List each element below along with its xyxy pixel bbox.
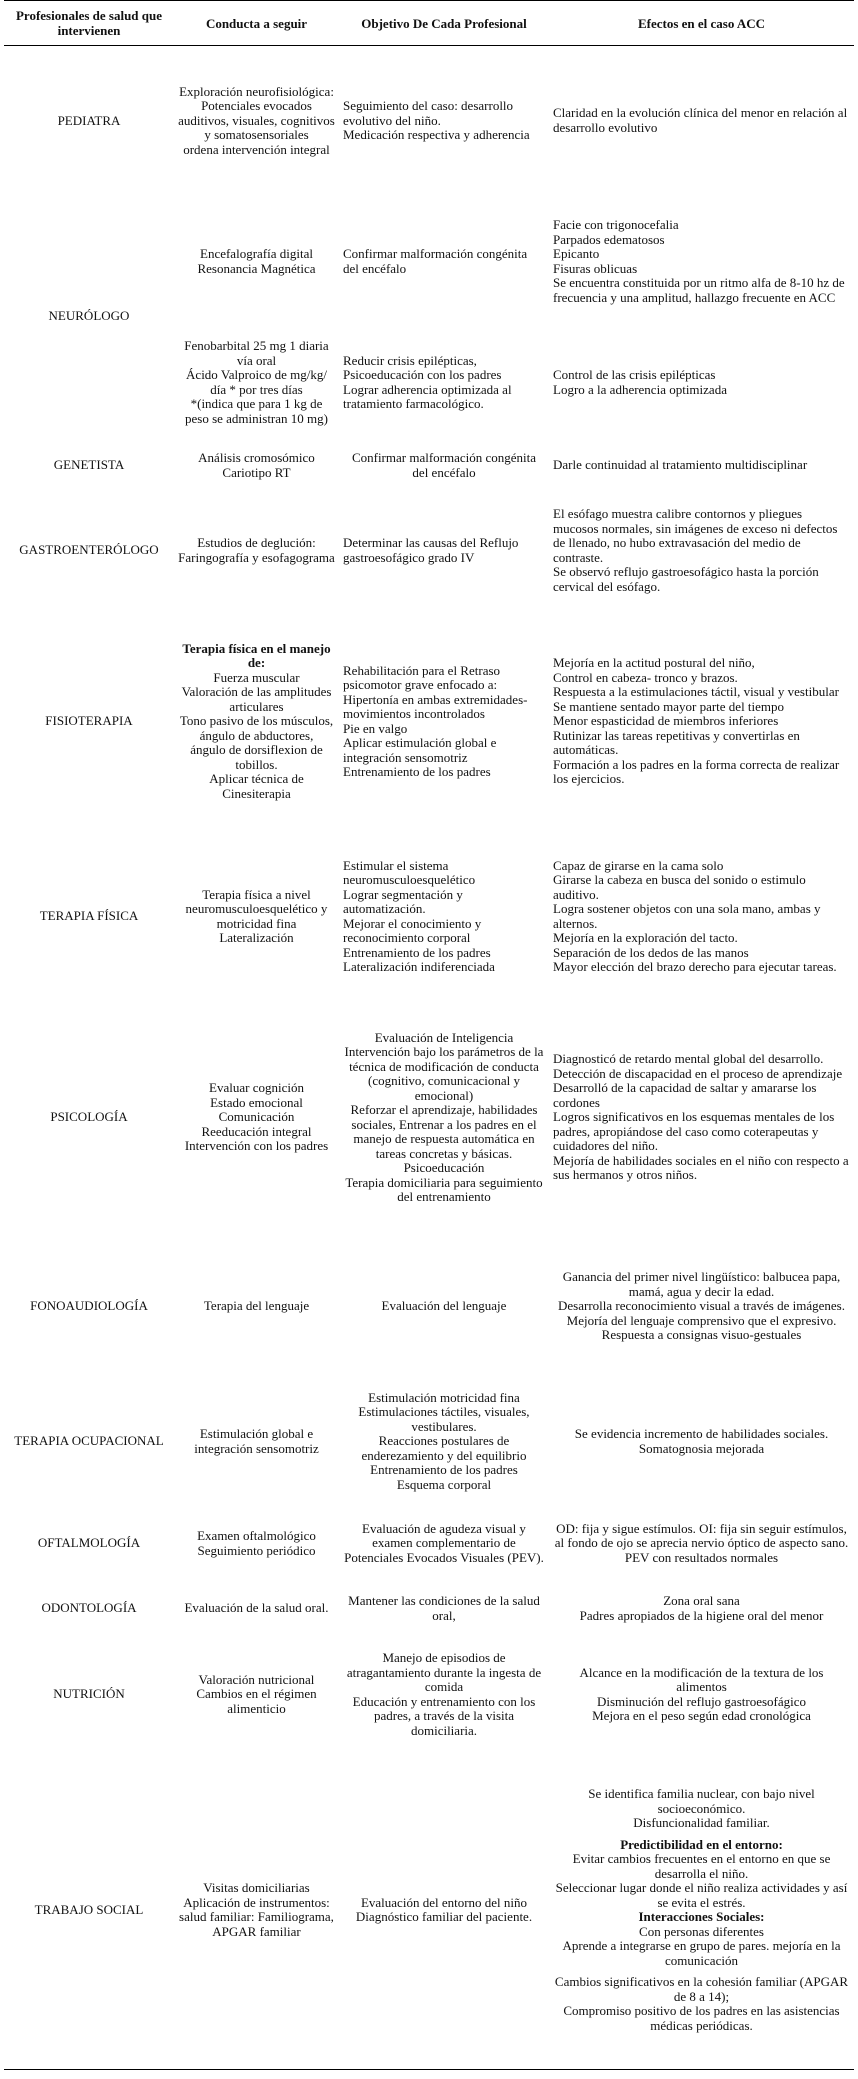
table-row: [4, 1238, 854, 1376]
conducta-line: Potenciales evocados auditivos, visuales, cognitivos y somatosensoriales: [178, 98, 335, 142]
objetivo-cell: [339, 998, 549, 1238]
table-row: [4, 1508, 854, 1580]
objetivo-cell: [339, 1238, 549, 1376]
efectos-line: Control de las crisis epilépticas: [553, 367, 716, 382]
conducta-line: Seguimiento periódico: [197, 1542, 316, 1558]
profesional-cell: TRABAJO SOCIAL: [4, 1752, 174, 2070]
objetivo-line: Diagnóstico familiar del paciente.: [355, 1909, 533, 1925]
efectos-line: Evitar cambios frecuentes en el entorno en que se desarrolla el niño.: [572, 1851, 831, 1881]
conducta-line: Reeducación integral: [201, 1123, 312, 1139]
objetivo-line: Estimulaciones táctiles, visuales, vestibulares.: [358, 1404, 530, 1434]
table-row: [4, 1752, 854, 2070]
conducta-line: Terapia del lenguaje: [203, 1298, 310, 1314]
efectos-line: Respuesta a consignas visuo-gestuales: [601, 1327, 802, 1343]
objetivo-line: Hipertonía en ambas extremidades- movimientos incontrolados: [343, 691, 528, 721]
efectos-line: Disminución del reflujo gastroesofágico: [596, 1693, 807, 1709]
efectos-line: Epicanto: [553, 246, 600, 261]
profesional-cell: FONOAUDIOLOGÍA: [30, 1298, 148, 1314]
efectos-subtitle: Predictibilidad en el entorno:: [620, 1836, 783, 1852]
conducta-line: Aplicar técnica de Cinesiterapia: [209, 771, 304, 801]
conducta-cell: [174, 1638, 339, 1752]
objetivo-line: Intervención bajo los parámetros de la técnica de modificación de conducta (cognitivo, comunicacional y emocional): [344, 1044, 544, 1103]
objetivo-cell: [339, 196, 549, 328]
conducta-line: Cariotipo RT: [222, 464, 291, 480]
efectos-line: Se evidencia incremento de habilidades sociales.: [574, 1426, 829, 1441]
table-row: [4, 998, 854, 1238]
efectos-line: Facie con trigonocefalia: [553, 217, 679, 232]
professionals-table: [4, 0, 854, 2070]
objetivo-line: Evaluación del lenguaje: [381, 1298, 507, 1314]
conducta-cell: [174, 328, 339, 438]
conducta-cell: [174, 1238, 339, 1376]
efectos-line: Compromiso positivo de los padres en las asistencias médicas periódicas.: [563, 2003, 840, 2033]
objetivo-line: Reforzar el aprendizaje, habilidades sociales, Entrenar a los padres en el manejo de respuesta automática en tareas concretas y básicas.: [350, 1102, 538, 1161]
objetivo-line: Lograr segmentación y automatización.: [343, 886, 463, 916]
objetivo-line: Confirmar malformación congénita del encéfalo: [343, 246, 528, 276]
efectos-line: Parpados edematosos: [553, 231, 665, 247]
efectos-line: Rutinizar las tareas repetitivas y convertirlas en automáticas.: [553, 727, 800, 758]
efectos-line: Menor espasticidad de miembros inferiores: [553, 713, 779, 729]
conducta-line: Comunicación: [218, 1109, 295, 1125]
efectos-cell: [549, 1376, 854, 1508]
efectos-line: Mejora en el peso según edad cronológica: [592, 1708, 811, 1723]
conducta-cell: [174, 494, 339, 608]
efectos-line: Mejoría del lenguaje comprensivo que el expresivo.: [566, 1312, 837, 1328]
conducta-line: Resonancia Magnética: [197, 260, 316, 276]
conducta-line: Faringografía y esofagograma: [178, 549, 335, 565]
efectos-cell: [549, 1580, 854, 1638]
objetivo-line: Determinar las causas del Reflujo gastroesofágico grado IV: [343, 535, 519, 565]
objetivo-cell: [339, 1638, 549, 1752]
objetivo-cell: [339, 438, 549, 494]
objetivo-line: Lograr adherencia optimizada al tratamiento farmacológico.: [343, 381, 512, 411]
conducta-line: Exploración neurofisiológica:: [179, 83, 334, 99]
profesional-cell: FISIOTERAPIA: [45, 713, 133, 729]
conducta-cell: [174, 1752, 339, 2070]
table-header-row: [4, 1, 854, 46]
efectos-line: Aprende a integrarse en grupo de pares. mejoría en la comunicación: [562, 1938, 841, 1968]
conducta-line: Evaluación de la salud oral.: [184, 1600, 329, 1616]
efectos-subtitle: Interacciones Sociales:: [638, 1909, 765, 1925]
efectos-cell: [549, 836, 854, 998]
efectos-cell: [549, 1752, 854, 2070]
efectos-line: Darle continuidad al tratamiento multidisciplinar: [553, 457, 808, 473]
efectos-line: Respuesta a la estimulaciones táctil, visual y vestibular: [553, 684, 839, 700]
objetivo-line: Esquema corporal: [396, 1476, 492, 1492]
conducta-line: ángulo de abductores,: [199, 727, 314, 743]
objetivo-line: Pie en valgo: [343, 720, 408, 736]
efectos-line: Logros significativos en los esquemas mentales de los padres, apropiándose del caso como coterapeutas y cuidadores del niño.: [553, 1109, 835, 1154]
efectos-line: Formación a los padres en la forma correcta de realizar los ejercicios.: [553, 756, 840, 787]
conducta-line: Fuerza muscular: [213, 669, 300, 685]
objetivo-line: Psicoeducación con los padres: [343, 367, 502, 382]
header-conducta: Conducta a seguir: [174, 1, 339, 46]
efectos-cell: [549, 196, 854, 328]
conducta-title: Terapia física en el manejo de:: [182, 640, 331, 671]
conducta-cell: [174, 998, 339, 1238]
objetivo-cell: [339, 328, 549, 438]
efectos-line: Detección de discapacidad en el proceso de aprendizaje: [553, 1065, 843, 1081]
efectos-line: Se encuentra constituida por un ritmo alfa de 8-10 hz de frecuencia y una amplitud, hallazgo frecuente en ACC: [553, 275, 845, 305]
objetivo-line: Psicoeducación: [403, 1160, 485, 1175]
efectos-line: Logro a la adherencia optimizada: [553, 381, 727, 397]
conducta-line: Encefalografía digital: [200, 246, 313, 261]
efectos-line: Separación de los dedos de las manos: [553, 944, 749, 960]
objetivo-cell: [339, 46, 549, 196]
efectos-line: OD: fija y sigue estímulos. OI: fija sin seguir estímulos, al fondo de ojo se aprecia nervio óptico de aspecto sano.: [554, 1520, 849, 1551]
efectos-line: Cambios significativos en la cohesión familiar (APGAR de 8 a 14);: [554, 1974, 849, 2004]
conducta-cell: [174, 1376, 339, 1508]
objetivo-line: Lateralización indiferenciada: [343, 959, 495, 974]
conducta-line: Lateralización: [219, 930, 294, 945]
conducta-cell: [174, 438, 339, 494]
efectos-cell: [549, 328, 854, 438]
objetivo-cell: [339, 1376, 549, 1508]
conducta-line: Valoración nutricional: [198, 1671, 315, 1687]
conducta-line: Evaluar cognición: [209, 1080, 304, 1096]
objetivo-line: Reducir crisis epilépticas,: [343, 352, 477, 368]
objetivo-line: Entrenamiento de los padres: [343, 944, 491, 960]
conducta-line: Estimulación global e integración sensomotriz: [194, 1426, 319, 1456]
profesional-cell: GENETISTA: [53, 457, 125, 473]
objetivo-line: Reacciones postulares de enderezamiento y del equilibrio: [361, 1433, 527, 1463]
table-row: [4, 1638, 854, 1752]
profesional-cell: NEURÓLOGO: [48, 308, 130, 324]
conducta-cell: [174, 836, 339, 998]
conducta-line: ángulo de dorsiflexion de tobillos.: [190, 742, 323, 772]
conducta-cell: [174, 1580, 339, 1638]
objetivo-line: Medicación respectiva y adherencia: [343, 127, 530, 142]
efectos-line: Mejoría en la exploración del tacto.: [553, 930, 738, 945]
efectos-line: Padres apropiados de la higiene oral del menor: [579, 1607, 824, 1623]
efectos-line: Se identifica familia nuclear, con bajo nivel socioeconómico.: [588, 1786, 815, 1816]
profesional-cell: OFTALMOLOGÍA: [37, 1535, 141, 1551]
conducta-line: Ácido Valproico de mg/kg/ día * por tres días: [186, 367, 327, 397]
conducta-line: *(indica que para 1 kg de peso se administran 10 mg): [185, 396, 328, 426]
conducta-line: Valoración de las amplitudes articulares: [181, 684, 332, 714]
header-objetivo: Objetivo De Cada Profesional: [339, 1, 549, 46]
efectos-line: Desarrolló de la capacidad de saltar y amararse los cordones: [553, 1080, 817, 1110]
profesional-cell: PEDIATRA: [57, 112, 121, 128]
conducta-cell: [174, 1508, 339, 1580]
objetivo-cell: [339, 608, 549, 836]
conducta-line: Fenobarbital 25 mg 1 diaria vía oral: [184, 338, 329, 368]
objetivo-line: Mejorar el conocimiento y reconocimiento corporal: [343, 915, 482, 945]
objetivo-cell: [339, 494, 549, 608]
efectos-cell: [549, 1238, 854, 1376]
objetivo-line: Manejo de episodios de atragantamiento durante la ingesta de comida: [346, 1650, 542, 1694]
conducta-line: Visitas domiciliarias: [203, 1880, 310, 1896]
objetivo-cell: [339, 1752, 549, 2070]
profesional-cell: TERAPIA FÍSICA: [39, 908, 139, 924]
efectos-line: Girarse la cabeza en busca del sonido o estimulo auditivo.: [553, 872, 806, 902]
table-row: [4, 608, 854, 836]
objetivo-line: Confirmar malformación congénita del encéfalo: [351, 450, 537, 480]
conducta-line: Aplicación de instrumentos: salud familiar: Familiograma, APGAR familiar: [179, 1894, 334, 1939]
efectos-line: Control en cabeza- tronco y brazos.: [553, 669, 738, 685]
table-row: [4, 1580, 854, 1638]
efectos-cell: [549, 438, 854, 494]
efectos-line: Disfuncionalidad familiar.: [633, 1815, 770, 1831]
conducta-cell: [174, 46, 339, 196]
efectos-line: Capaz de girarse en la cama solo: [553, 857, 724, 873]
efectos-cell: [549, 494, 854, 608]
efectos-line: Fisuras oblicuas: [553, 260, 638, 276]
conducta-line: Cambios en el régimen alimenticio: [196, 1686, 317, 1716]
efectos-line: Ganancia del primer nivel lingüístico: balbucea papa, mamá, agua y decir la edad.: [562, 1269, 841, 1299]
conducta-line: Tono pasivo de los músculos,: [179, 713, 334, 729]
efectos-line: Con personas diferentes: [639, 1923, 764, 1939]
header-efectos: Efectos en el caso ACC: [549, 1, 854, 46]
table-row: [4, 494, 854, 608]
table-row: [4, 46, 854, 196]
efectos-line: Seleccionar lugar donde el niño realiza actividades y así se evita el estrés.: [555, 1880, 848, 1910]
efectos-cell: [549, 608, 854, 836]
profesional-cell: ODONTOLOGÍA: [41, 1600, 137, 1616]
efectos-line: Se mantiene sentado mayor parte del tiempo: [553, 698, 785, 714]
conducta-line: Estado emocional: [210, 1094, 303, 1110]
efectos-cell: [549, 1508, 854, 1580]
conducta-line: Análisis cromosómico: [198, 450, 315, 465]
efectos-line: Desarrolla reconocimiento visual a través de imágenes.: [558, 1298, 845, 1314]
conducta-line: Intervención con los padres: [184, 1138, 329, 1154]
conducta-cell: [174, 196, 339, 328]
efectos-line: Zona oral sana: [663, 1593, 740, 1608]
objetivo-line: Evaluación del entorno del niño: [360, 1894, 528, 1910]
profesional-cell: NUTRICIÓN: [53, 1686, 125, 1702]
conducta-line: Terapia física a nivel neuromusculoesquelético y motricidad fina: [185, 886, 328, 931]
objetivo-line: Rehabilitación para el Retraso psicomotor grave enfocado a:: [343, 662, 501, 692]
efectos-line: Somatognosia mejorada: [638, 1440, 765, 1456]
efectos-line: PEV con resultados normales: [624, 1549, 779, 1565]
objetivo-line: Educación y entrenamiento con los padres, a través de la visita domiciliaria.: [352, 1693, 536, 1738]
objetivo-line: Evaluación de Inteligencia: [374, 1029, 514, 1045]
efectos-line: El esófago muestra calibre contornos y pliegues mucosos normales, sin imágenes de exceso ni defectos de llenado, no hubo extravasación del medio de contraste.: [553, 506, 838, 565]
profesional-cell: PSICOLOGÍA: [50, 1109, 128, 1125]
conducta-line: Examen oftalmológico: [197, 1528, 316, 1543]
objetivo-line: Mantener las condiciones de la salud oral,: [348, 1593, 540, 1623]
table-row: [4, 836, 854, 998]
objetivo-line: Entrenamiento de los padres: [343, 764, 491, 779]
conducta-line: Estudios de deglución:: [197, 535, 316, 550]
objetivo-line: Entrenamiento de los padres: [370, 1462, 518, 1478]
conducta-cell: [174, 608, 339, 836]
table-row: [4, 196, 854, 328]
profesional-cell: GASTROENTERÓLOGO: [19, 542, 159, 558]
efectos-cell: [549, 46, 854, 196]
objetivo-line: Terapia domiciliaria para seguimiento del entrenamiento: [345, 1174, 543, 1204]
objetivo-cell: [339, 1580, 549, 1638]
efectos-cell: [549, 1638, 854, 1752]
objetivo-cell: [339, 836, 549, 998]
objetivo-line: Seguimiento del caso: desarrollo evolutivo del niño.: [343, 98, 514, 128]
efectos-line: Se observó reflujo gastroesofágico hasta la porción cervical del esófago.: [553, 564, 819, 594]
efectos-line: Alcance en la modificación de la textura de los alimentos: [579, 1664, 824, 1694]
header-profesionales: Profesionales de salud que intervienen: [4, 1, 174, 46]
efectos-line: Mayor elección del brazo derecho para ejecutar tareas.: [553, 959, 837, 974]
efectos-cell: [549, 998, 854, 1238]
efectos-line: Logra sostener objetos con una sola mano, ambas y alternos.: [553, 901, 821, 931]
objetivo-line: Estimular el sistema neuromusculoesquelético: [343, 857, 476, 887]
objetivo-line: Estimulación motricidad fina: [368, 1389, 520, 1405]
conducta-line: ordena intervención integral: [183, 141, 330, 157]
efectos-line: Mejoría en la actitud postural del niño,: [553, 655, 755, 671]
efectos-line: Mejoría de habilidades sociales en el niño con respecto a sus hermanos y otros niños.: [553, 1152, 849, 1183]
objetivo-line: Aplicar estimulación global e integración sensomotriz: [343, 735, 497, 765]
profesional-cell: TERAPIA OCUPACIONAL: [14, 1433, 164, 1449]
table-row: [4, 438, 854, 494]
table-row: [4, 1376, 854, 1508]
objetivo-cell: [339, 1508, 549, 1580]
objetivo-line: Evaluación de agudeza visual y examen complementario de Potenciales Evocados Visuales (PEV).: [344, 1520, 544, 1565]
efectos-line: Diagnosticó de retardo mental global del desarrollo.: [553, 1051, 824, 1067]
efectos-line: Claridad en la evolución clínica del menor en relación al desarrollo evolutivo: [553, 105, 848, 135]
